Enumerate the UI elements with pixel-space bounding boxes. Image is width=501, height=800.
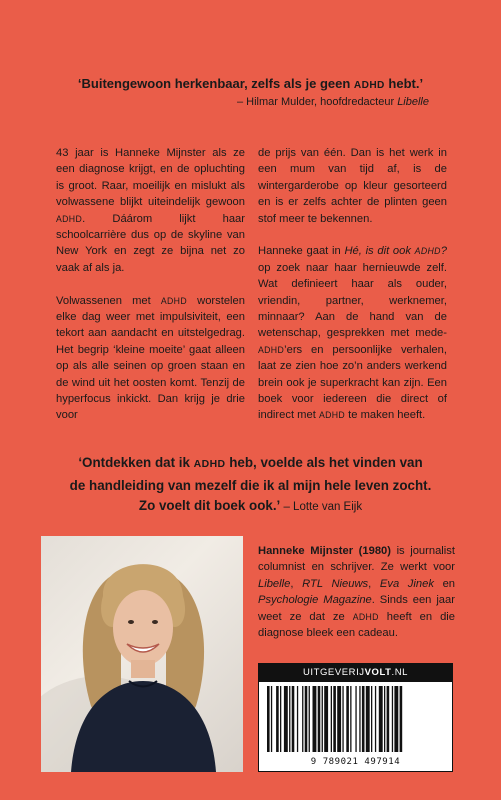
barcode-bar [387,686,390,752]
barcode-bar [289,686,290,752]
barcode-bar [302,686,303,752]
text-run: , [290,577,303,590]
adhd-smallcaps: ADHD [318,410,346,421]
publisher-prefix: UITGEVERIJ [302,667,365,678]
book-title [344,245,447,257]
text-run: Hé, is dit ook [344,245,415,258]
barcode-bar [371,686,372,752]
body-column-right [258,145,447,440]
author-name: Hanneke Mijnster (1980) [258,545,391,557]
middle-quote-line: de handleiding van mezelf die ik al mijn hele leven zocht. [69,477,432,493]
text-run: worstelen elke dag weer met impulsiviteit, een tekort aan aandacht en uitstelgedrag. Het begrip ‘kleine moeite’ gaat alleen op als alle seinen op groen staan en de wind uit het oosten komt. Tenzij de hyperfocus inkickt. Dan krijg je drie voor [56,294,245,422]
barcode-bar [359,686,360,752]
middle-quote-line [0,496,501,518]
attribution-magazine: Libelle [397,96,429,108]
body-paragraph [258,243,447,423]
top-quote-text: ‘Buitengewoon herkenbaar, zelfs als je geen [77,76,354,91]
barcode-bar [271,686,272,752]
barcode-bar [280,686,281,752]
text-run: heb, voelde als het vinden van [225,455,423,470]
publisher-name: VOLT [364,667,392,678]
barcode-bar [305,686,308,752]
barcode-bar [362,686,365,752]
text-run: heeft en die diagnose bleek een cadeau. [258,610,456,640]
text-run: 43 jaar is Hanneke Mijnster als ze een diagnose krijgt, en de opluchting is groot. Raar, moeilijk en mislukt als volwassene blijkt uiteindelijk gewoon [56,147,245,209]
adhd-smallcaps: ADHD [414,246,441,257]
text-run: Hanneke gaat in [258,245,345,258]
barcode-bar [355,686,356,752]
barcode-bar [392,686,393,752]
top-quote [0,74,501,95]
adhd-smallcaps: ADHD [160,295,187,306]
adhd-smallcaps: ADHD [353,80,385,91]
body-column-left [56,145,245,440]
text-run: op zoek naar haar hernieuwde zelf. Wat definieert haar als ouder, vriendin, partner, werknemer, minnaar? Aan de hand van de wetenschap, gesprekken met mede- [258,261,447,340]
middle-quote-line [0,453,501,476]
barcode-bar [333,686,336,752]
middle-quote [0,453,501,518]
barcode-bar [379,686,383,752]
text-run: Zo voelt dit boek ook.’ [138,498,281,513]
text-run: Volwassenen met [56,294,161,307]
adhd-smallcaps: ADHD [258,344,285,355]
author-bio [258,543,455,641]
text-run: . Sinds een jaar weet ze dat ze [258,594,455,623]
barcode-bar [337,686,341,752]
barcode-bar [342,686,343,752]
publisher-logo [259,664,452,682]
middle-quote-attribution: – Lotte van Eijk [280,501,363,513]
text-run: ‘Ontdekken dat ik [78,455,194,470]
barcode-bar [284,686,288,752]
media-name: Eva Jinek [379,577,434,590]
barcode-bar [322,686,323,752]
barcode-bar [384,686,385,752]
top-quote-attribution [237,94,429,110]
media-name: Psychologie Magazine [258,594,372,607]
text-run: , [368,577,380,590]
barcode-bar [366,686,370,752]
barcode-bar [297,686,298,752]
barcode-bar [267,686,270,752]
media-name: RTL Nieuws [302,577,369,590]
text-run: te maken heeft. [345,409,426,422]
barcode-bar [324,686,328,752]
barcode-bar [276,686,279,752]
body-paragraph [56,145,245,276]
barcode-bar [375,686,376,752]
body-paragraph: de prijs van één. Dan is het werk in een mum van tijd af, is de wintergarderobe op kleur gesorteerd en is er zelfs achter de plinten geen stof meer te bekennen. [258,147,447,225]
text-run: . Dáárom lijkt haar schoolcarrière dus op de skyline van New York en zegt ze bijna net zo vaak af als ja. [56,212,245,274]
text-run: is journalist columnist en schrijver. Ze werkt voor [258,545,455,574]
media-name: Libelle [258,577,291,590]
barcode-bar [331,686,332,752]
text-run: ’ers en persoonlijke verhalen, laat ze zien hoe zo’n anders werkend brein ook je superkracht kan zijn. Een boek voor iedereen die direct of indirect met [258,343,447,422]
body-paragraph [56,293,245,424]
author-portrait [41,536,243,772]
publisher-suffix: .NL [391,667,409,678]
barcode-bar [292,686,295,752]
text-run: ? [440,245,448,258]
adhd-smallcaps: ADHD [352,611,379,622]
barcode-bar [309,686,310,752]
text-run: en [433,577,456,590]
adhd-smallcaps: ADHD [56,213,83,224]
barcode-box [258,663,453,772]
barcode-bar [394,686,398,752]
barcode-bar [400,686,403,752]
author-photo [41,536,243,772]
isbn-digits: 9 789021 497914 [310,757,401,767]
top-quote-end: hebt.’ [384,76,424,91]
barcode-bar [318,686,321,752]
barcode-bar [350,686,351,752]
barcode-bar [313,686,317,752]
adhd-smallcaps: ADHD [193,459,226,470]
barcode-bar [346,686,349,752]
barcode-icon [265,686,446,752]
attribution-text: – Hilmar Mulder, hoofdredacteur [237,96,398,108]
